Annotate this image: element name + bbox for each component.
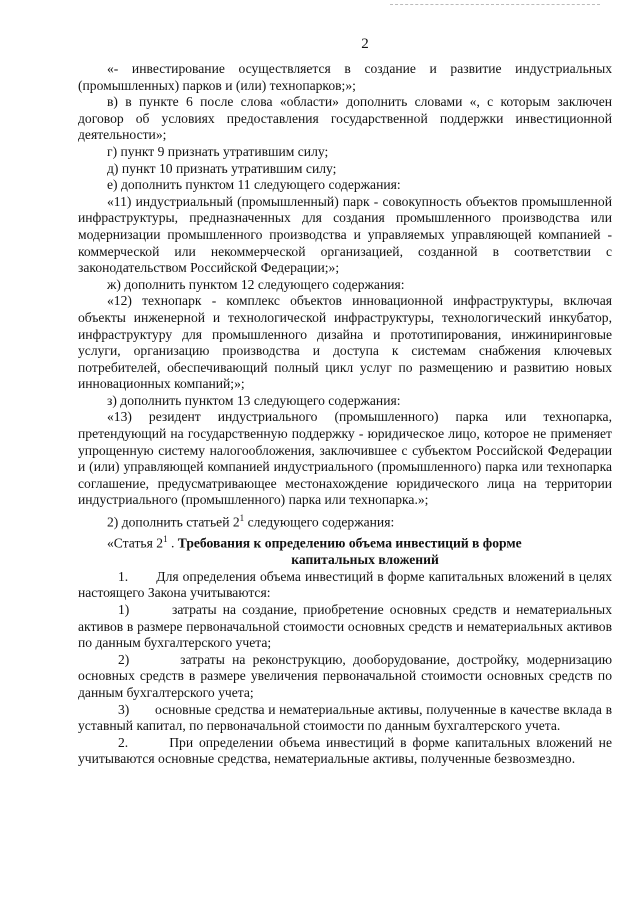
paragraph-add-article — [78, 510, 612, 531]
paragraph-item-d: д) пункт 10 признать утратившим силу; — [107, 160, 337, 176]
article-title-line1: Требования к определению объема инвестиций в форме — [177, 535, 522, 551]
paragraph-investment-industrial-parks: «- инвестирование осуществляется в создание и развитие индустриальных (промышленных) парков и (или) технопарков;»; — [78, 61, 612, 93]
article-title-line2: капитальных вложений — [291, 552, 439, 568]
paragraph-item-g: г) пункт 9 признать утратившим силу; — [107, 143, 329, 159]
article-clause-2: 2. При определении объема инвестиций в форме капитальных вложений не учитываются основные средства, нематериальные активы, полученные безвозмездно. — [78, 734, 612, 767]
paragraph-definition-industrial-park: «11) индустриальный (промышленный) парк - совокупность объектов промышленной инфраструктуры, предназначенных для создания промышленного производства или модернизации промышленного производства и управляемых управляющей компанией - коммерческой или некоммерческой организацией, созданной в соответствии с законодательством Российской Федерации;»; — [78, 193, 612, 276]
article-subclause-3: 3) основные средства и нематериальные активы, полученные в качестве вклада в уставный капитал, по первоначальной стоимости по данным бухгалтерского учета. — [78, 701, 612, 734]
article-heading-superscript: 1 — [163, 534, 168, 545]
paragraph-item-zh: ж) дополнить пунктом 12 следующего содержания: — [107, 276, 405, 292]
add-article-prefix: 2) дополнить статьей 2 — [107, 514, 240, 530]
article-heading — [78, 531, 612, 552]
article-clause-1: 1. Для определения объема инвестиций в форме капитальных вложений в целях настоящего Закона учитываются: — [78, 568, 612, 601]
scan-edge-line — [390, 4, 600, 6]
page-number: 2 — [361, 36, 369, 52]
article-heading-prefix: «Статья 2 — [107, 535, 164, 551]
add-article-superscript: 1 — [239, 513, 245, 524]
paragraph-definition-technopark: «12) технопарк - комплекс объектов инновационной инфраструктуры, включая объекты инженерной и технологической инфраструктуры, технологический инкубатор, инфраструктуру для промышленного дизайна и прототипирования, инжиниринговые услуги, организацию производства и доступа к системам снабжения ключевых потребителей, обеспечивающий полный цикл услуг по размещению и развитию новых инновационных компаний;»; — [78, 293, 612, 392]
add-article-suffix: следующего содержания: — [244, 514, 395, 530]
paragraph-item-z: з) дополнить пунктом 13 следующего содержания: — [107, 392, 401, 408]
article-heading-dot: . — [167, 535, 178, 551]
paragraph-item-e: е) дополнить пунктом 11 следующего содержания: — [107, 177, 401, 193]
article-subclause-1: 1) затраты на создание, приобретение основных средств и нематериальных активов в размере первоначальной стоимости основных средств и нематериальных активов по данным бухгалтерского учета; — [78, 602, 612, 651]
paragraph-item-v: в) в пункте 6 после слова «области» дополнить словами «, с которым заключен договор об условиях предоставления государственной поддержки инвестиционной деятельности»; — [78, 94, 612, 143]
paragraph-definition-resident: «13) резидент индустриального (промышленного) парка или технопарка, претендующий на государственную поддержку - юридическое лицо, которое не применяет упрощенную систему налогообложения, заключившее с субъектом Российской Федерации и (или) управляющей компанией индустриального (промышленного) парка или технопарка соглашение, предусматривающее местонахождение юридического лица на территории индустриального (промышленного) парка или технопарка.»; — [78, 409, 612, 508]
article-subclause-2: 2) затраты на реконструкцию, дооборудование, достройку, модернизацию основных средств в размере увеличения первоначальной стоимости основных средств по данным бухгалтерского учета; — [78, 651, 612, 701]
